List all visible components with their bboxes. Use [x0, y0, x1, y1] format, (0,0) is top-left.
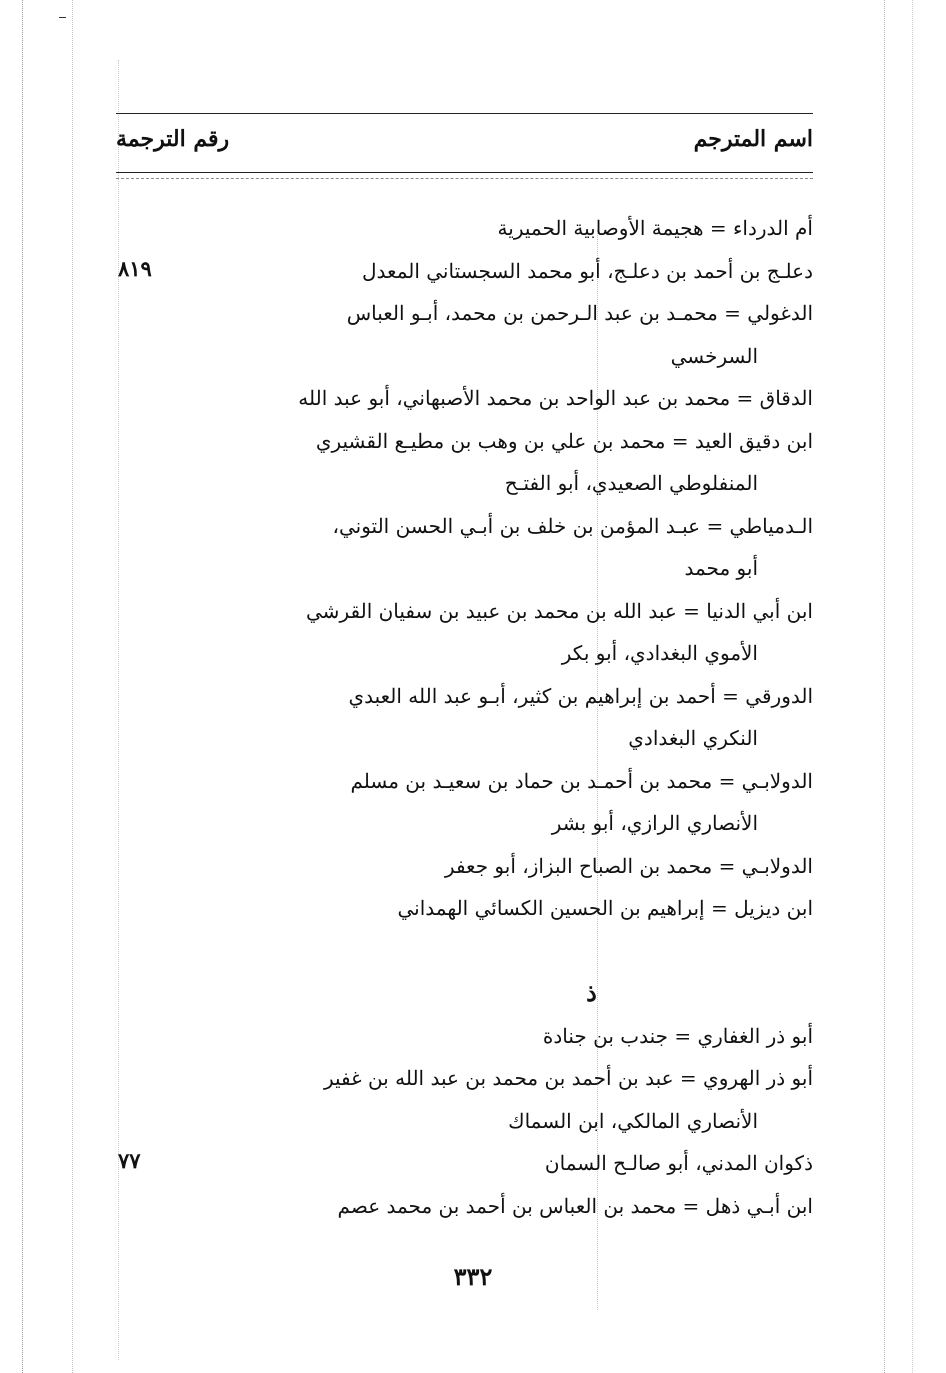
index-entry: ذكوان المدني، أبو صالـح السمان: [544, 1151, 813, 1175]
index-entry: دعلـج بن أحمد بن دعلـج، أبو محمد السجستاني المعدل: [362, 258, 813, 283]
entry-number-heading: رقم الترجمة: [116, 126, 230, 152]
section-spacer: [250, 930, 813, 973]
scan-artifact-line: [912, 0, 913, 1373]
entry-number: ٧٧: [118, 1148, 141, 1173]
index-entry: الدورقي = أحمد بن إبراهيم بن كثير، أبـو عبد الله العبدي: [348, 683, 813, 708]
header-top-rule: [116, 113, 813, 114]
index-entry: الدقاق = محمد بن عبد الواحد بن محمد الأصبهاني، أبو عبد الله: [298, 386, 813, 410]
index-entry-continuation: النكري البغدادي: [628, 726, 758, 750]
index-entry-continuation: الأموي البغدادي، أبو بكر: [561, 641, 758, 665]
scan-artifact-line: [884, 0, 885, 1373]
scan-artifact-line: [22, 0, 23, 1373]
index-entry: الدغولي = محمـد بن عبد الـرحمن بن محمد، أبـو العباس: [346, 301, 813, 325]
index-entry: ابن أبي الدنيا = عبد الله بن محمد بن عبيد بن سفيان القرشي: [306, 598, 813, 623]
index-entry-continuation: السرخسي: [670, 343, 758, 368]
index-entry-continuation: أبو محمد: [684, 556, 758, 580]
index-entry: الـدمياطي = عبـد المؤمن بن خلف بن أبـي الحسن التوني،: [332, 513, 813, 538]
index-entry-continuation: الأنصاري الرازي، أبو بشر: [551, 811, 758, 835]
index-entries: [250, 207, 813, 1227]
index-entry: ابن ديزيل = إبراهيم بن الحسين الكسائي الهمداني: [397, 896, 813, 920]
index-entry: الدولابـي = محمد بن الصباح البزاز، أبو جعفر: [444, 853, 813, 878]
entry-number: ٨١٩: [118, 255, 152, 281]
index-entry-continuation: الأنصاري المالكي، ابن السماك: [508, 1108, 758, 1133]
index-entry: أبو ذر الغفاري = جندب بن جنادة: [542, 1023, 813, 1048]
header-dotted-rule: [116, 178, 813, 179]
index-entry: ابن دقيق العيد = محمد بن علي بن وهب بن مطيـع القشيري: [315, 428, 813, 453]
scan-mark: [59, 17, 66, 18]
translated-name-heading: اسم المترجم: [693, 126, 813, 152]
index-entry: أبو ذر الهروي = عبد بن أحمد بن محمد بن عبد الله بن غفير: [323, 1066, 813, 1090]
index-entry: الدولابـي = محمد بن أحمـد بن حماد بن سعيـد بن مسلم: [350, 768, 813, 793]
index-entry: أم الدرداء = هجيمة الأوصابية الحميرية: [497, 216, 813, 240]
scan-artifact-line: [72, 0, 73, 1373]
header-bottom-rule: [116, 172, 813, 173]
index-entry-continuation: المنفلوطي الصعيدي، أبو الفتـح: [504, 471, 758, 495]
section-letter-heading: ذ: [586, 978, 597, 1007]
page-number: ٣٣٢: [453, 1262, 493, 1291]
index-entry: ابن أبـي ذهل = محمد بن العباس بن أحمد بن محمد عصم: [337, 1193, 813, 1218]
